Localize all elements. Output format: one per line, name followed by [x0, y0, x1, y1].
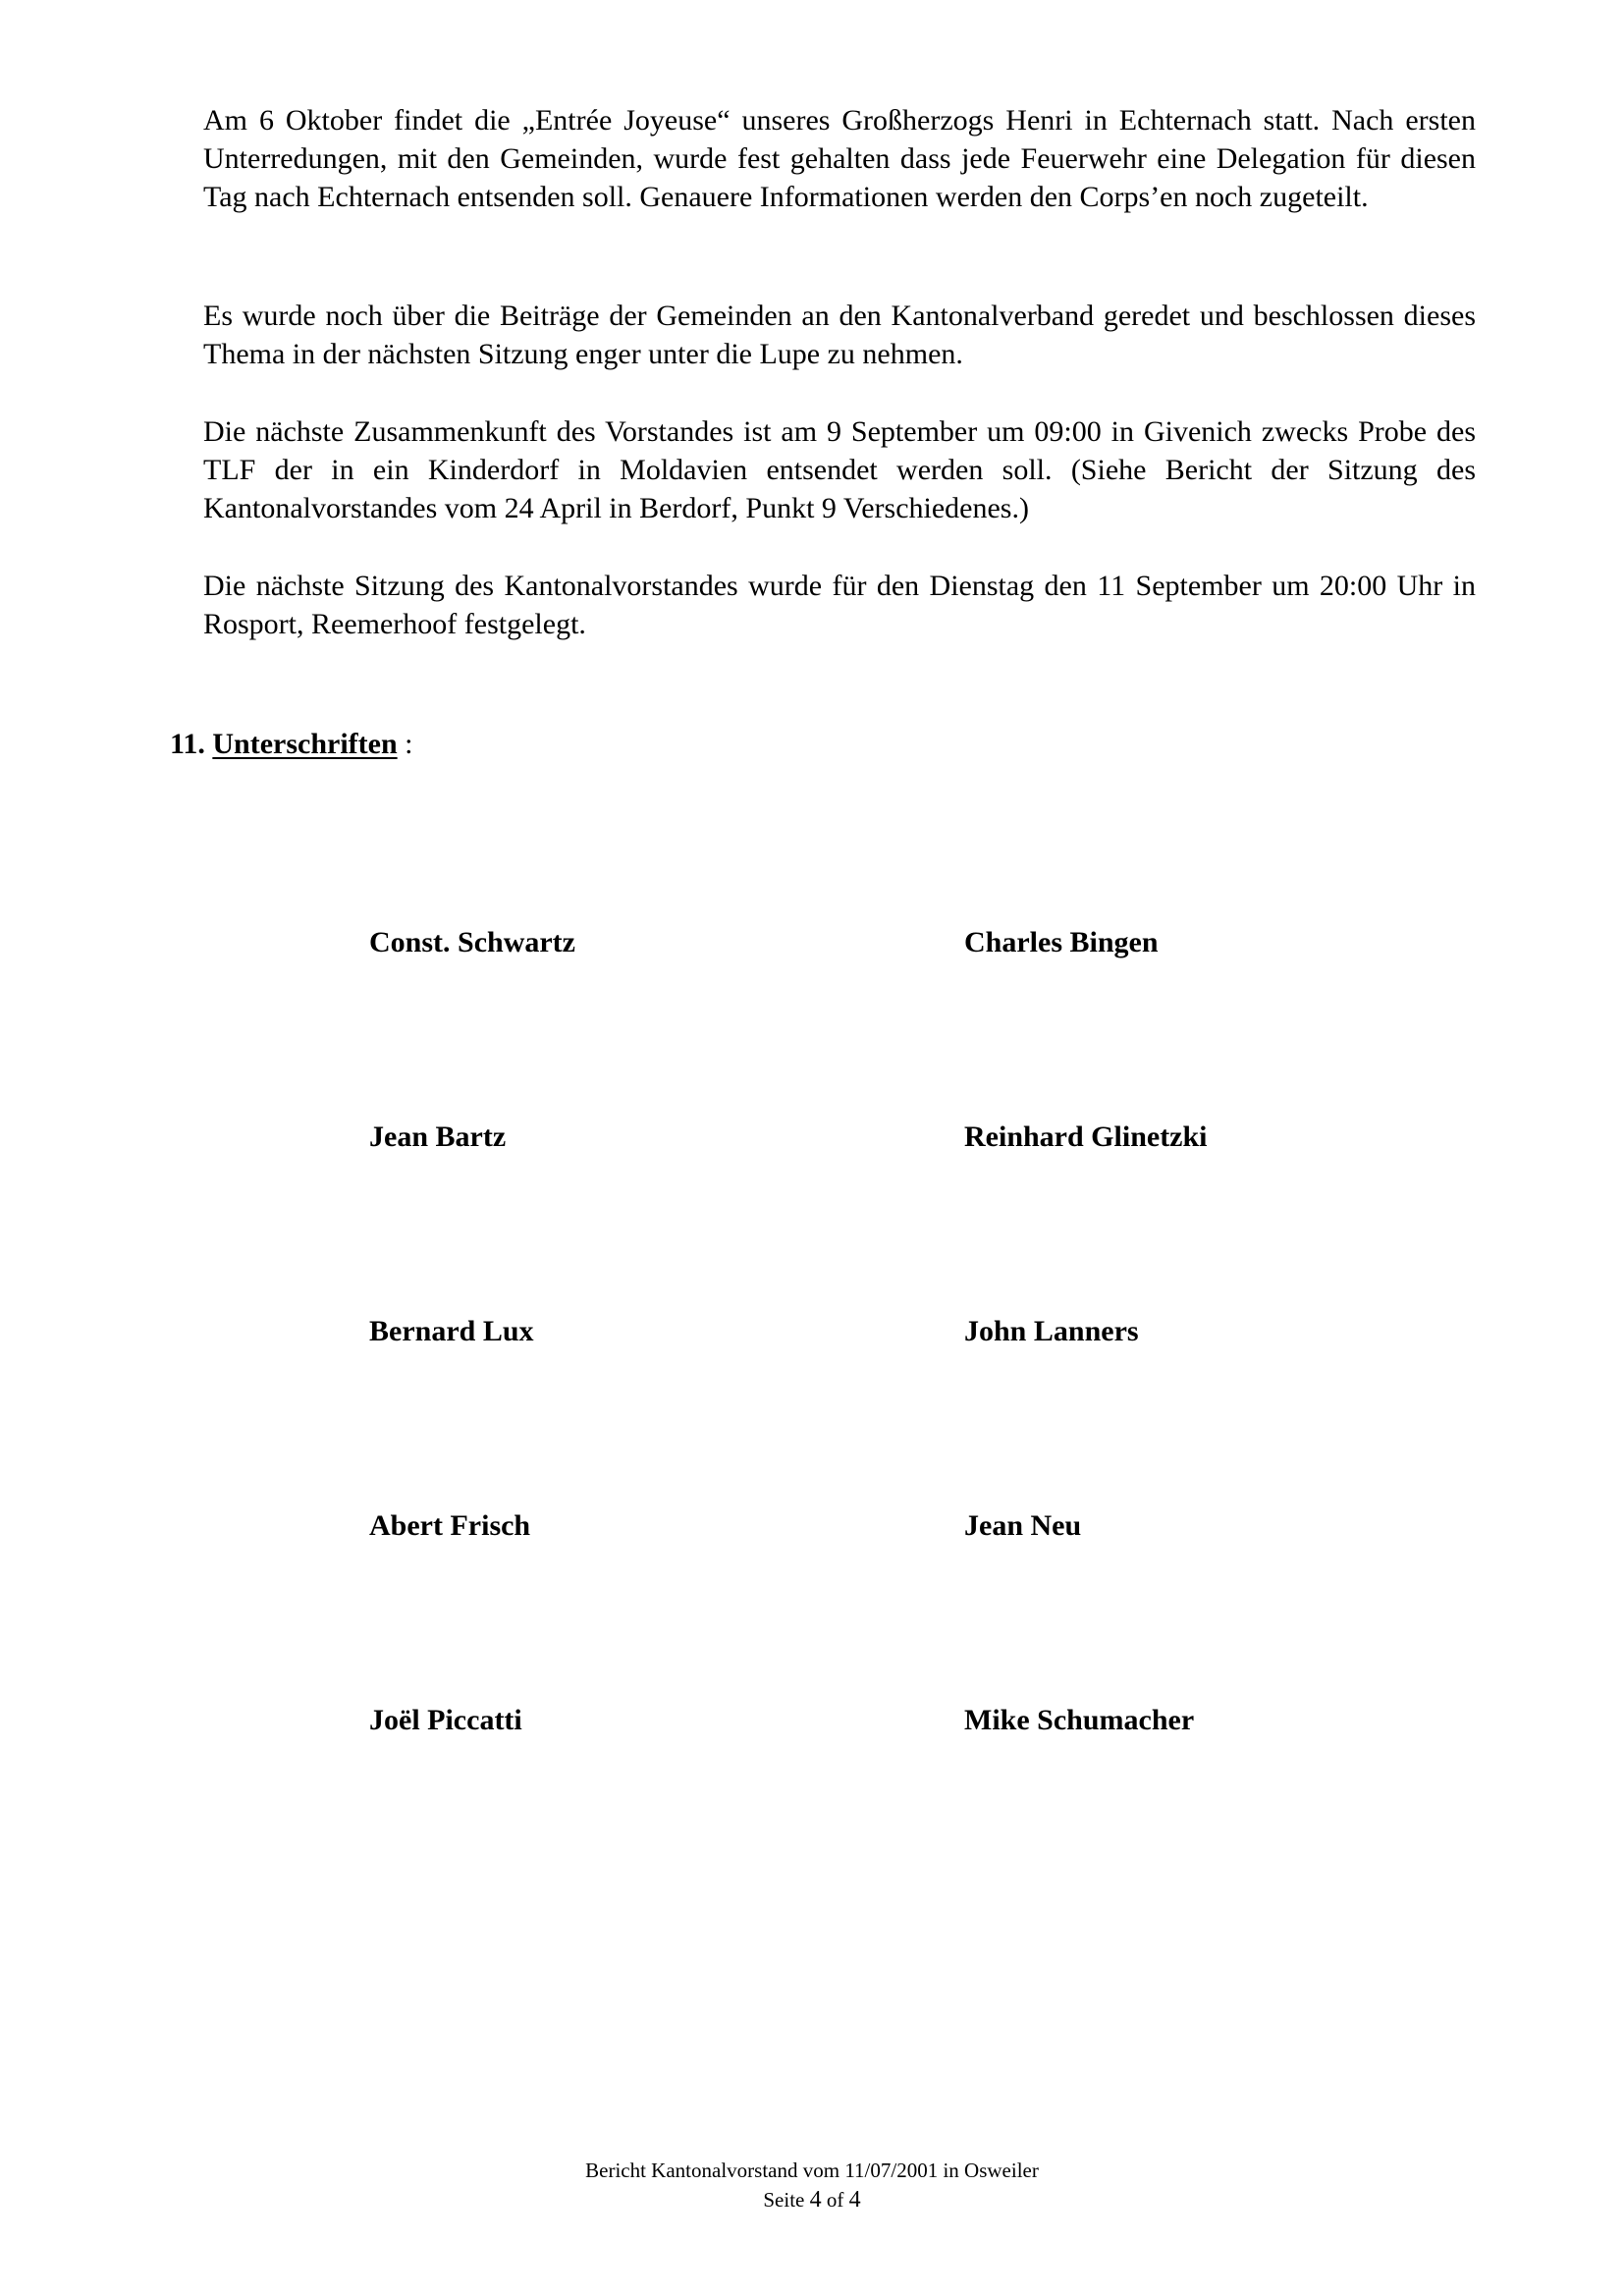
section-number: 11. — [170, 728, 205, 760]
signature-name: Jean Bartz — [369, 1121, 507, 1153]
signature-name: Const. Schwartz — [369, 926, 575, 958]
paragraph-naechste-sitzung: Die nächste Sitzung des Kantonalvorstandes wurde für den Dienstag den 11 September um 20:00 Uhr in Rosport, Reemerhoof festgelegt. — [203, 570, 1476, 640]
footer-page-number — [0, 2186, 1624, 2214]
signature-name: Jean Neu — [964, 1509, 1082, 1542]
signature-name: John Lanners — [964, 1315, 1139, 1347]
section-colon: : — [405, 728, 413, 760]
signature-name: Abert Frisch — [369, 1509, 531, 1542]
signature-name: Joël Piccatti — [369, 1704, 522, 1736]
footer-page-total: 4 — [848, 2187, 861, 2213]
signature-name: Charles Bingen — [964, 926, 1159, 958]
footer-page-of: of — [826, 2188, 844, 2212]
signature-name: Reinhard Glinetzki — [964, 1121, 1208, 1153]
section-heading-signatures — [170, 725, 412, 763]
section-title: Unterschriften — [212, 728, 398, 760]
footer-page-label: Seite — [763, 2188, 805, 2212]
footer-page-current: 4 — [809, 2187, 822, 2213]
paragraph-beitraege: Es wurde noch über die Beiträge der Gemeinden an den Kantonalverband geredet und beschlossen dieses Thema in der nächsten Sitzung enger unter die Lupe zu nehmen. — [203, 300, 1476, 370]
paragraph-entree-joyeuse: Am 6 Oktober findet die „Entrée Joyeuse“ unseres Großherzogs Henri in Echternach statt. Nach ersten Unterredungen, mit den Gemeinden, wurde fest gehalten dass jede Feuerwehr eine Delegation für diesen Tag nach Echternach entsenden soll. Genauere Informationen werden den Corps’en noch zugeteilt. — [203, 104, 1476, 213]
signature-name: Mike Schumacher — [964, 1704, 1195, 1736]
paragraph-zusammenkunft: Die nächste Zusammenkunft des Vorstandes ist am 9 September um 09:00 in Givenich zwecks Probe des TLF der in ein Kinderdorf in Moldavien entsendet werden soll. (Siehe Bericht der Sitzung des Kantonalvorstandes vom 24 April in Berdorf, Punkt 9 Verschiedenes.) — [203, 415, 1476, 524]
footer-report-line: Bericht Kantonalvorstand vom 11/07/2001 in Osweiler — [585, 2159, 1039, 2182]
signature-name: Bernard Lux — [369, 1315, 534, 1347]
